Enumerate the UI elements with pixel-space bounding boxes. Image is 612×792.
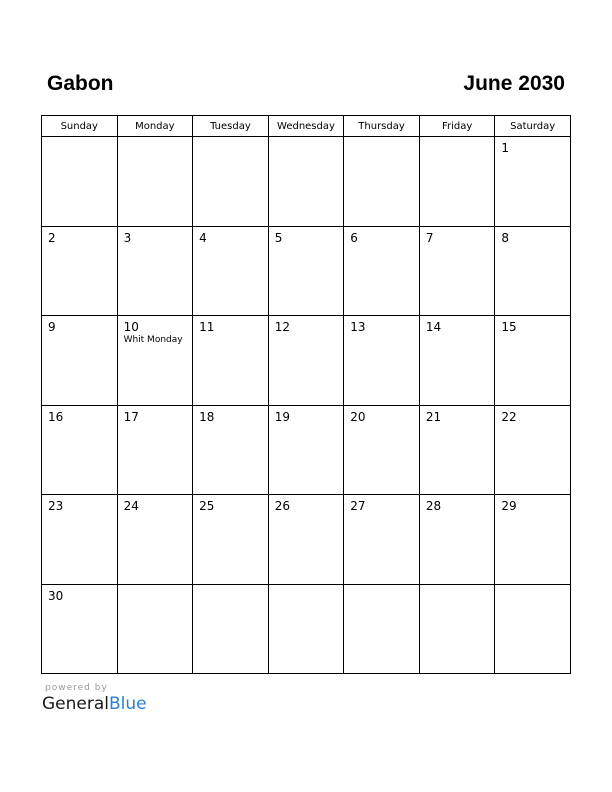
day-number: 19 <box>274 409 290 424</box>
country-title: Gabon <box>47 72 114 95</box>
day-cell <box>419 137 495 227</box>
day-cell <box>117 316 193 406</box>
day-cell <box>117 584 193 674</box>
day-number: 25 <box>199 499 215 513</box>
day-number: 9 <box>48 320 56 334</box>
day-number: 10 <box>123 320 139 334</box>
week-row <box>42 495 571 585</box>
day-number: 27 <box>350 499 366 513</box>
day-cell <box>495 584 571 674</box>
day-number <box>193 137 268 141</box>
weekday-thursday: Thursday <box>344 116 420 137</box>
day-cell <box>268 405 344 495</box>
day-number: 13 <box>350 320 366 334</box>
day-cell <box>268 316 344 406</box>
day-cell <box>117 405 193 495</box>
day-number: 21 <box>425 409 442 424</box>
day-cell <box>495 316 571 406</box>
powered-by-label: powered by <box>45 683 108 693</box>
day-number <box>42 137 117 141</box>
day-cell <box>42 495 118 585</box>
day-cell <box>344 584 420 674</box>
month-year-title: June 2030 <box>463 72 565 95</box>
day-number: 26 <box>274 499 290 513</box>
day-number <box>269 585 344 589</box>
day-cell <box>419 584 495 674</box>
day-number: 16 <box>48 409 64 424</box>
day-cell <box>268 584 344 674</box>
day-cell <box>268 226 344 316</box>
day-cell <box>117 137 193 227</box>
day-number: 20 <box>350 409 366 424</box>
day-number: 12 <box>274 320 290 334</box>
day-cell <box>117 226 193 316</box>
day-number: 23 <box>48 499 64 513</box>
day-cell <box>193 226 269 316</box>
day-number: 18 <box>199 409 215 424</box>
weekday-sunday: Sunday <box>42 116 118 137</box>
day-cell <box>419 316 495 406</box>
day-cell <box>42 405 118 495</box>
day-cell <box>495 405 571 495</box>
day-cell <box>419 405 495 495</box>
week-row <box>42 584 571 674</box>
day-cell <box>42 316 118 406</box>
week-row <box>42 316 571 406</box>
day-cell <box>42 137 118 227</box>
day-number: 17 <box>123 409 139 424</box>
day-number: 29 <box>501 499 517 513</box>
day-number <box>495 585 570 589</box>
day-number: 4 <box>199 230 207 245</box>
day-number: 5 <box>274 230 283 245</box>
day-cell <box>344 226 420 316</box>
day-cell <box>193 316 269 406</box>
day-cell <box>268 137 344 227</box>
day-cell <box>117 495 193 585</box>
day-number <box>118 585 193 589</box>
weekday-tuesday: Tuesday <box>193 116 269 137</box>
brand-blue-text: Blue <box>109 694 147 714</box>
day-number: 8 <box>501 230 510 245</box>
weekday-wednesday: Wednesday <box>268 116 344 137</box>
day-cell <box>344 316 420 406</box>
day-number: 2 <box>48 230 56 245</box>
day-cell <box>344 405 420 495</box>
day-cell <box>42 226 118 316</box>
day-cell <box>193 137 269 227</box>
day-number: 3 <box>123 230 132 245</box>
day-number <box>344 137 419 141</box>
day-number: 30 <box>48 588 64 603</box>
weekday-friday: Friday <box>419 116 495 137</box>
weekday-header-row <box>42 116 571 137</box>
day-number: 6 <box>350 230 358 245</box>
generalblue-logo <box>42 694 147 714</box>
day-cell <box>495 226 571 316</box>
week-row <box>42 226 571 316</box>
day-cell <box>193 495 269 585</box>
weekday-saturday: Saturday <box>495 116 571 137</box>
brand-general-text: General <box>42 694 109 714</box>
day-number: 28 <box>425 499 442 513</box>
day-number <box>193 585 268 589</box>
week-row <box>42 137 571 227</box>
day-cell <box>193 584 269 674</box>
day-number <box>269 137 344 141</box>
calendar-grid <box>41 115 571 674</box>
day-cell <box>344 137 420 227</box>
day-cell <box>193 405 269 495</box>
day-number <box>420 585 495 589</box>
day-cell <box>419 226 495 316</box>
day-number: 11 <box>199 320 215 334</box>
holiday-label: Whit Monday <box>123 335 183 345</box>
day-cell <box>419 495 495 585</box>
day-cell <box>495 495 571 585</box>
weekday-monday: Monday <box>117 116 193 137</box>
day-number: 7 <box>425 230 434 245</box>
day-number: 24 <box>123 499 139 513</box>
day-cell <box>344 495 420 585</box>
day-cell <box>268 495 344 585</box>
day-cell <box>42 584 118 674</box>
day-number: 22 <box>501 409 517 424</box>
day-number: 15 <box>501 320 517 334</box>
day-number: 1 <box>501 141 510 155</box>
week-row <box>42 405 571 495</box>
day-number <box>344 585 419 589</box>
day-number <box>118 137 193 141</box>
day-number <box>420 137 495 141</box>
day-cell <box>495 137 571 227</box>
day-number: 14 <box>425 320 442 334</box>
